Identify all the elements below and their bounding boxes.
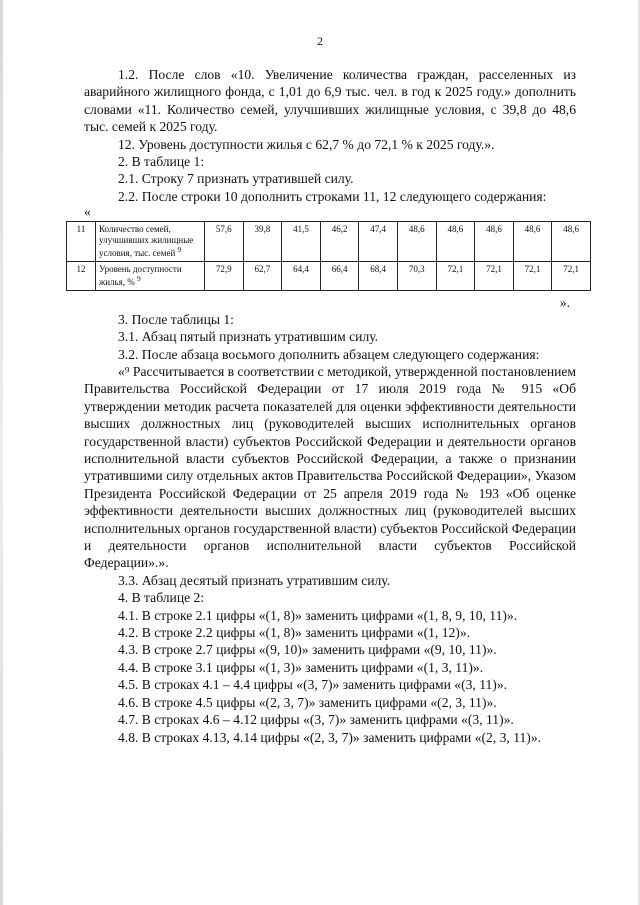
paragraph-12-item: 12. Уровень доступности жилья с 62,7 % до 72,1 % к 2025 году.». xyxy=(118,136,495,152)
paragraph-2-1: 2.1. Строку 7 признать утратившей силу. xyxy=(118,171,354,187)
table-cell: 72,9 xyxy=(205,261,244,290)
paragraph-4-6: 4.6. В строке 4.5 цифры «(2, 3, 7)» заменить цифрами «(2, 3, 11)». xyxy=(118,694,497,710)
table-cell: 70,3 xyxy=(397,261,436,290)
paragraph-3-2: 3.2. После абзаца восьмого дополнить абзацем следующего содержания: xyxy=(118,346,540,362)
table-cell: 39,8 xyxy=(243,222,282,262)
table-cell: 72,1 xyxy=(436,261,475,290)
table-cell: 72,1 xyxy=(513,261,552,290)
paragraph-2: 2. В таблице 1: xyxy=(118,154,205,170)
quote-close-mark: ». xyxy=(559,294,570,310)
paragraph-4-5: 4.5. В строках 4.1 – 4.4 цифры «(3, 7)» заменить цифрами «(3, 11)». xyxy=(118,677,508,693)
indicator-table xyxy=(66,221,591,291)
table-cell: 72,1 xyxy=(552,261,591,290)
table-cell: 48,6 xyxy=(475,222,514,262)
table-cell: 57,6 xyxy=(205,222,244,262)
footnote-mark: 9 xyxy=(177,245,182,255)
footnote-mark: 9 xyxy=(137,274,141,284)
table-cell: 68,4 xyxy=(359,261,398,290)
paragraph-3-1: 3.1. Абзац пятый признать утратившим силу. xyxy=(118,329,379,345)
paragraph-4-4: 4.4. В строке 3.1 цифры «(1, 3)» заменить цифрами «(1, 3, 11)». xyxy=(118,659,484,675)
paragraph-1-2: 1.2. После слов «10. Увеличение количества граждан, расселенных из аварийного жилищного фонда, с 1,01 до 6,9 тыс. чел. в год к 2025 году.» дополнить словами «11. Количество семей, улучшивших жилищные условия, с 39,8 до 48,6 тыс. семей к 2025 году. xyxy=(84,67,576,135)
table-cell: 48,6 xyxy=(436,222,475,262)
table-cell: 48,6 xyxy=(552,222,591,262)
table-cell: 62,7 xyxy=(243,261,282,290)
table-cell: 64,4 xyxy=(282,261,321,290)
table-cell: 72,1 xyxy=(475,261,514,290)
footnote-9-text: «⁹ Рассчитывается в соответствии с методикой, утвержденной постановлением Правительства Российской Федерации от 17 июля 2019 года № 915 «Об утверждении методик расчета показателей для оценки эффективности деятельности высших должностных лиц (руководителей высших исполнительных органов государственной власти) субъектов Российской Федерации и деятельности органов исполнительной власти субъектов Российской Федерации, а также о признании утратившими силу отдельных актов Правительства Российской Федерации», Указом Президента Российской Федерации от 25 апреля 2019 года № 193 «Об оценке эффективности деятельности высших должностных лиц (руководителей высших исполнительных органов государственной власти) субъектов Российской Федерации и деятельности органов исполнительной власти субъектов Российской Федерации».». xyxy=(84,363,577,571)
row-number: 12 xyxy=(67,261,96,290)
row-indicator-name: Уровень доступности жилья, % $^9$ xyxy=(96,261,205,290)
paragraph-4-7: 4.7. В строках 4.6 – 4.12 цифры «(3, 7)» заменить цифрами «(3, 11)». xyxy=(118,712,514,728)
paragraph-4-3: 4.3. В строке 2.7 цифры «(9, 10)» заменить цифрами «(9, 10, 11)». xyxy=(118,642,497,658)
table-cell: 48,6 xyxy=(397,222,436,262)
table-cell: 46,2 xyxy=(320,222,359,262)
paragraph-4-2: 4.2. В строке 2.2 цифры «(1, 8)» заменить цифрами «(1, 12)». xyxy=(118,625,471,641)
paragraph-2-2: 2.2. После строки 10 дополнить строками 11, 12 следующего содержания: xyxy=(118,188,547,204)
table-row xyxy=(67,222,591,262)
paragraph-4-8: 4.8. В строках 4.13, 4.14 цифры «(2, 3, 7)» заменить цифрами «(2, 3, 11)». xyxy=(118,729,542,745)
table-cell: 41,5 xyxy=(282,222,321,262)
table-cell: 48,6 xyxy=(513,222,552,262)
scan-edge-left xyxy=(0,0,3,905)
page-number: 2 xyxy=(317,34,323,48)
table-row xyxy=(67,261,591,290)
row-indicator-name: Количество семей, улучшивших жилищные условия, тыс. семей $^9$ xyxy=(96,222,205,262)
paragraph-4-1: 4.1. В строке 2.1 цифры «(1, 8)» заменить цифрами «(1, 8, 9, 10, 11)». xyxy=(118,607,518,623)
table-cell: 66,4 xyxy=(320,261,359,290)
paragraph-4: 4. В таблице 2: xyxy=(118,590,205,606)
paragraph-3: 3. После таблицы 1: xyxy=(118,311,234,327)
quote-open-mark: « xyxy=(84,204,91,220)
row-number: 11 xyxy=(67,222,96,262)
table-cell: 47,4 xyxy=(359,222,398,262)
document-body xyxy=(76,66,580,746)
paragraph-3-3: 3.3. Абзац десятый признать утратившим силу. xyxy=(118,572,391,588)
